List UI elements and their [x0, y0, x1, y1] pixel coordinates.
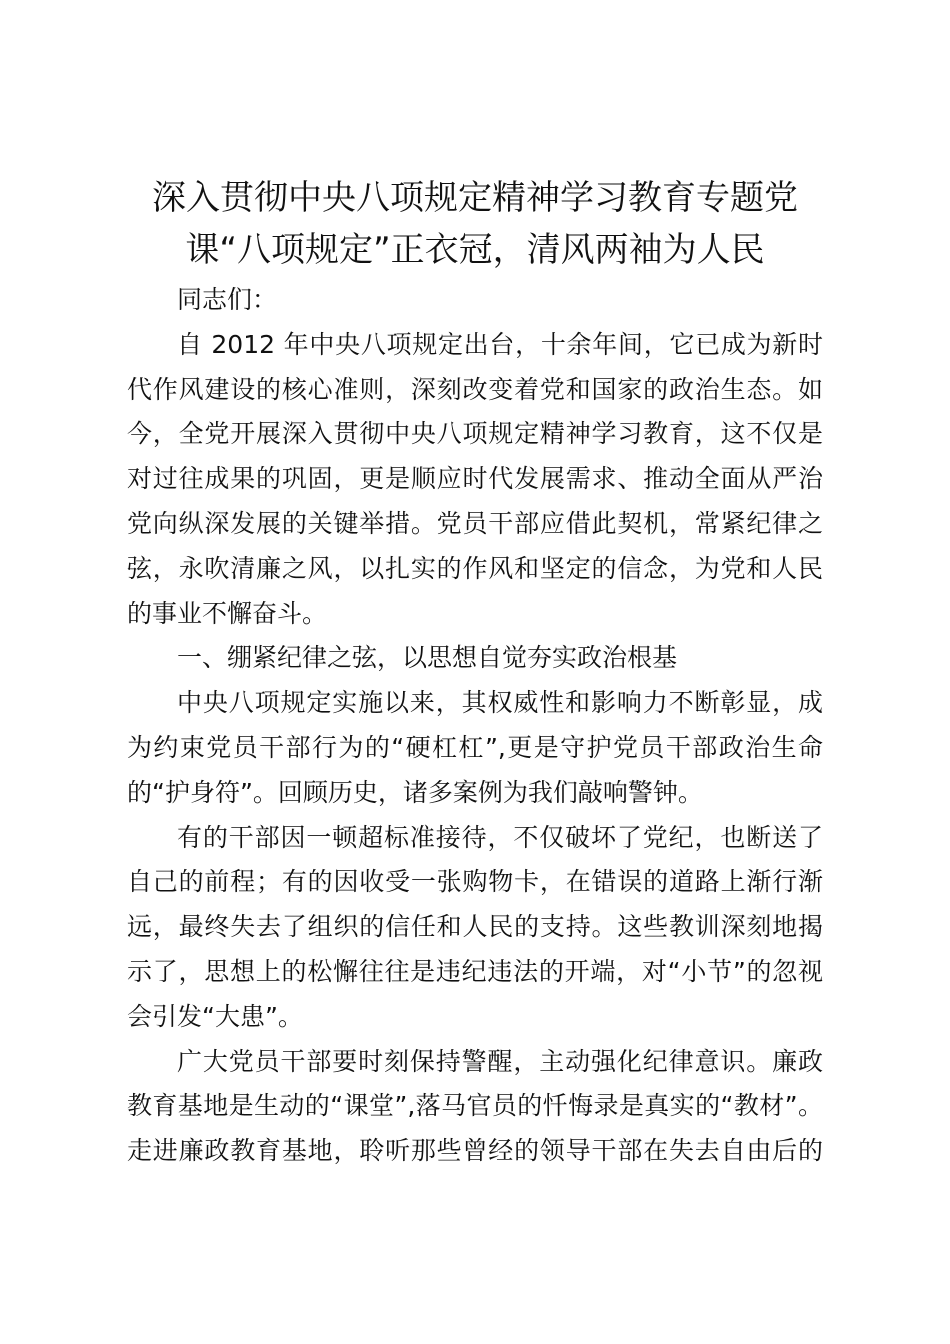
paragraph-line: 为约束党员干部行为的“硬杠杠”,更是守护党员干部政治生命 — [127, 732, 823, 762]
paragraph-line: 中央八项规定实施以来，其权威性和影响力不断彰显，成 — [177, 688, 823, 718]
document-title — [120, 172, 830, 276]
paragraph — [127, 323, 823, 637]
paragraph-line: 教育基地是生动的“课堂”,落马官员的忏悔录是真实的“教材”。 — [127, 1091, 823, 1121]
paragraph-line: 示了，思想上的松懈往往是违纪违法的开端，对“小节”的忽视 — [127, 956, 823, 986]
paragraph-line: 自己的前程；有的因收受一张购物卡，在错误的道路上渐行渐 — [127, 867, 823, 897]
paragraph-line: 广大党员干部要时刻保持警醒，主动强化纪律意识。廉政 — [177, 1046, 823, 1076]
paragraph — [127, 816, 823, 1040]
paragraph-line: 自 2012 年中央八项规定出台，十余年间，它已成为新时 — [177, 329, 823, 359]
title-line: 课“八项规定”正衣冠，清风两袖为人民 — [185, 230, 765, 270]
paragraph-line: 走进廉政教育基地，聆听那些曾经的领导干部在失去自由后的 — [127, 1136, 823, 1166]
paragraph-line: 弦，永吹清廉之风，以扎实的作风和坚定的信念，为党和人民 — [127, 553, 823, 583]
paragraph-line: 代作风建设的核心准则，深刻改变着党和国家的政治生态。如 — [127, 374, 823, 404]
paragraph-line: 的“护身符”。回顾历史，诸多案例为我们敲响警钟。 — [127, 777, 703, 807]
paragraph-line: 远，最终失去了组织的信任和人民的支持。这些教训深刻地揭 — [127, 912, 823, 942]
paragraph-line: 会引发“大患”。 — [127, 1001, 303, 1031]
paragraph-line: 有的干部因一顿超标准接待，不仅破坏了党纪，也断送了 — [177, 822, 823, 852]
paragraph-line: 党向纵深发展的关键举措。党员干部应借此契机，常紧纪律之 — [127, 508, 823, 538]
section-heading — [127, 636, 823, 681]
paragraph — [127, 681, 823, 815]
title-line: 深入贯彻中央八项规定精神学习教育专题党 — [152, 178, 798, 218]
section-heading-text: 一、绷紧纪律之弦，以思想自觉夯实政治根基 — [177, 643, 678, 673]
paragraph-line: 的事业不懈奋斗。 — [127, 598, 328, 628]
paragraph-line: 今，全党开展深入贯彻中央八项规定精神学习教育，这不仅是 — [127, 419, 823, 449]
document-body — [127, 278, 823, 1174]
paragraph-line: 对过往成果的巩固，更是顺应时代发展需求、推动全面从严治 — [127, 464, 823, 494]
greeting: 同志们： — [177, 285, 278, 314]
paragraph — [127, 1040, 823, 1174]
